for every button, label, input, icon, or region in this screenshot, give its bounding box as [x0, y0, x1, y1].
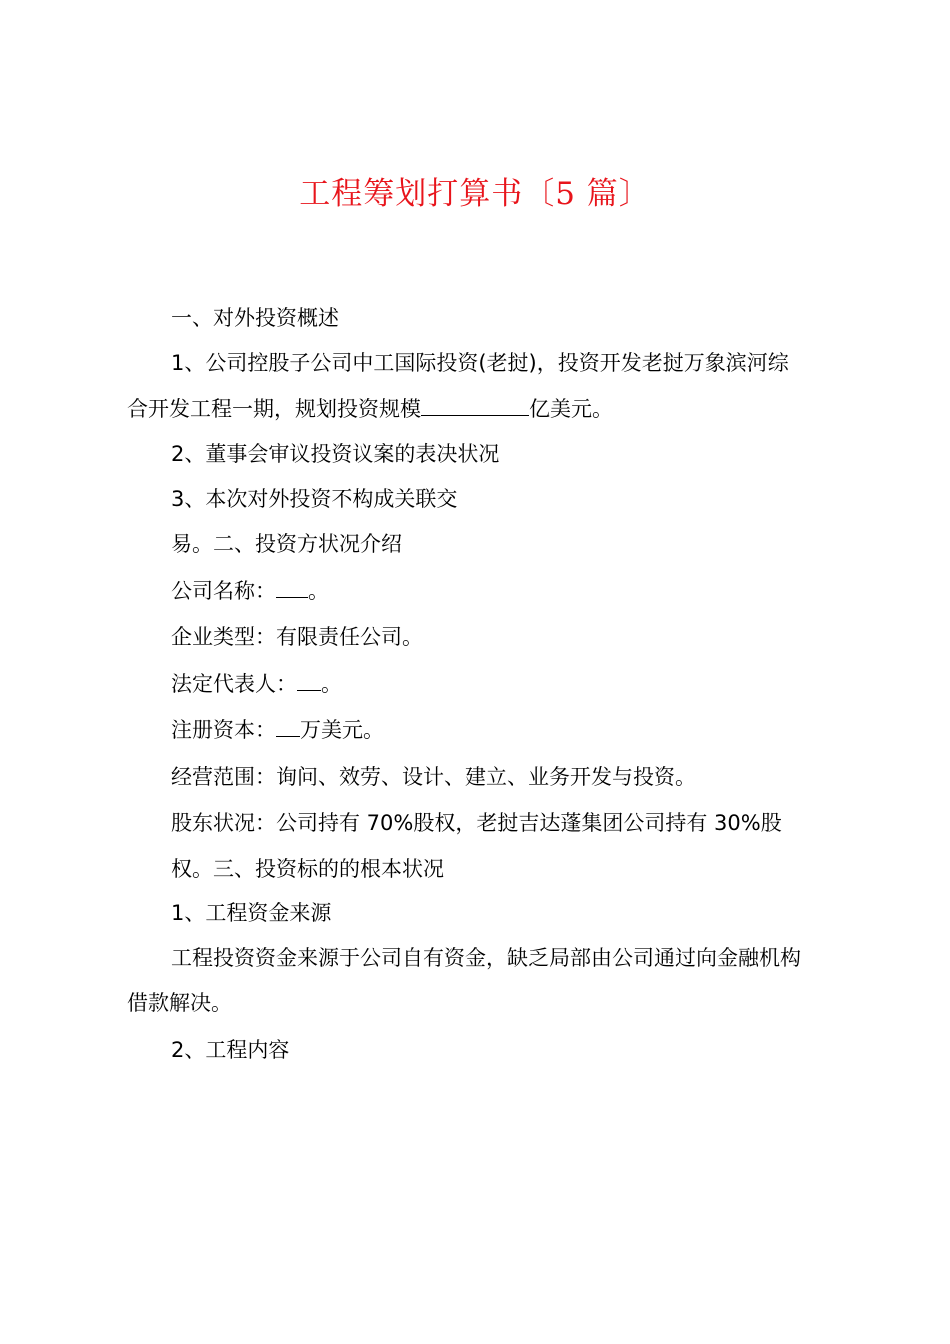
- paragraph-text: 合开发工程一期，规划投资规模: [127, 397, 421, 421]
- registered-capital-line: [171, 714, 384, 746]
- paragraph-line: 易。二、投资方状况介绍: [171, 532, 402, 556]
- field-suffix: 。: [308, 579, 329, 603]
- paragraph-line-with-blank: [127, 393, 613, 425]
- paragraph-line: 2、董事会审议投资议案的表决状况: [171, 442, 500, 466]
- field-label: 公司名称：: [171, 579, 276, 603]
- paragraph-line: 1、工程资金来源: [171, 901, 332, 925]
- section-heading-overview: 一、对外投资概述: [171, 306, 339, 330]
- fill-in-blank: [421, 395, 529, 416]
- fill-in-blank: [297, 670, 321, 691]
- field-suffix: 万美元。: [300, 718, 384, 742]
- company-type-line: 企业类型：有限责任公司。: [171, 625, 423, 649]
- paragraph-line: 2、工程内容: [171, 1038, 290, 1062]
- business-scope-line: 经营范围：询问、效劳、设计、建立、业务开发与投资。: [171, 765, 696, 789]
- fill-in-blank: [276, 716, 300, 737]
- fill-in-blank: [276, 577, 308, 598]
- field-label: 法定代表人：: [171, 672, 297, 696]
- paragraph-line: 工程投资资金来源于公司自有资金，缺乏局部由公司通过向金融机构: [171, 946, 801, 970]
- field-label: 注册资本：: [171, 718, 276, 742]
- legal-rep-line: [171, 668, 342, 700]
- paragraph-line: 借款解决。: [127, 991, 232, 1015]
- paragraph-line: 3、本次对外投资不构成关联交: [171, 487, 458, 511]
- paragraph-line: 1、公司控股子公司中工国际投资(老挝)，投资开发老挝万象滨河综: [171, 351, 789, 375]
- company-name-line: [171, 575, 329, 607]
- paragraph-line: 权。三、投资标的的根本状况: [171, 857, 444, 881]
- document-title: 工程筹划打算书〔5 篇〕: [299, 176, 651, 212]
- field-suffix: 。: [321, 672, 342, 696]
- paragraph-text: 亿美元。: [529, 397, 613, 421]
- shareholder-line: 股东状况：公司持有 70%股权，老挝吉达蓬集团公司持有 30%股: [171, 811, 782, 835]
